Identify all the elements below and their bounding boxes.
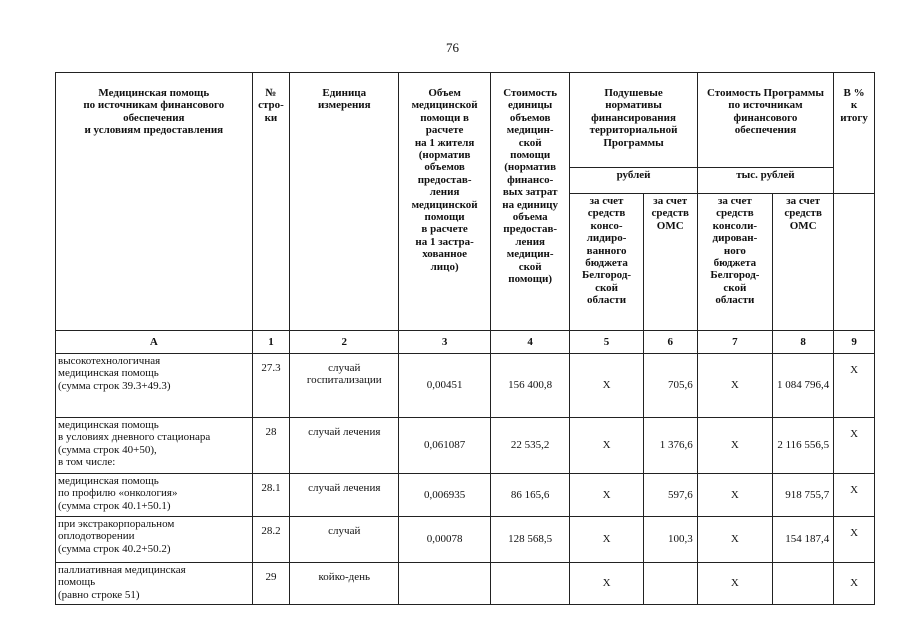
index-cell: 8 xyxy=(773,331,834,354)
row-col6 xyxy=(643,563,697,605)
row-name: высокотехнологичная медицинская помощь (сумма строк 39.3+49.3) xyxy=(56,354,253,418)
row-col8: 154 187,4 xyxy=(773,517,834,563)
row-col7: Х xyxy=(697,474,772,517)
header-budget-7: за счет средств консоли- дирован- ного бюджета Белгород- ской области xyxy=(697,194,772,331)
row-number: 28.2 xyxy=(252,517,290,563)
header-program-cost: Стоимость Программы по источникам финансового обеспечения xyxy=(697,73,833,168)
index-cell: 9 xyxy=(834,331,875,354)
row-volume: 0,00451 xyxy=(399,354,491,418)
row-name: при экстракорпоральном оплодотворении (сумма строк 40.2+50.2) xyxy=(56,517,253,563)
table-row xyxy=(56,517,875,563)
index-cell: 1 xyxy=(252,331,290,354)
header-unit-rub: рублей xyxy=(570,168,697,194)
row-cost: 86 165,6 xyxy=(490,474,569,517)
row-col5: Х xyxy=(570,563,643,605)
row-col8: 2 116 556,5 xyxy=(773,418,834,474)
row-col8 xyxy=(773,563,834,605)
row-volume: 0,006935 xyxy=(399,474,491,517)
header-percent: В % к итогу xyxy=(834,73,875,194)
row-col7: Х xyxy=(697,418,772,474)
row-number: 27.3 xyxy=(252,354,290,418)
row-col5: Х xyxy=(570,354,643,418)
header-percent-blank xyxy=(834,194,875,331)
row-col8: 918 755,7 xyxy=(773,474,834,517)
row-cost: 156 400,8 xyxy=(490,354,569,418)
table-row xyxy=(56,563,875,605)
financing-table xyxy=(55,72,875,605)
row-unit: случай лечения xyxy=(290,418,399,474)
row-col7: Х xyxy=(697,517,772,563)
row-unit: случай лечения xyxy=(290,474,399,517)
header-unit: Единица измерения xyxy=(290,73,399,331)
row-col9: Х xyxy=(834,474,875,517)
index-cell: А xyxy=(56,331,253,354)
row-col6: 1 376,6 xyxy=(643,418,697,474)
row-col9: Х xyxy=(834,418,875,474)
index-cell: 3 xyxy=(399,331,491,354)
row-name: медицинская помощь по профилю «онкология» (сумма строк 40.1+50.1) xyxy=(56,474,253,517)
row-col7: Х xyxy=(697,563,772,605)
table-row xyxy=(56,474,875,517)
index-cell: 2 xyxy=(290,331,399,354)
header-volume: Объем медицинской помощи в расчете на 1 жителя (норматив объемов предостав- ления медицинской помощи в расчете на 1 застра- хованное лицо) xyxy=(399,73,491,331)
header-row-number: № стро- ки xyxy=(252,73,290,331)
row-unit: койко-день xyxy=(290,563,399,605)
header-oms-6: за счет средств ОМС xyxy=(643,194,697,331)
row-col9: Х xyxy=(834,354,875,418)
header-per-capita: Подушевые нормативы финансирования территориальной Программы xyxy=(570,73,697,168)
row-name: медицинская помощь в условиях дневного стационара (сумма строк 40+50), в том числе: xyxy=(56,418,253,474)
row-col9: Х xyxy=(834,563,875,605)
header-unit-cost: Стоимость единицы объемов медицин- ской помощи (норматив финансо- вых затрат на единицу объема предостав- ления медицин- ской помощи) xyxy=(490,73,569,331)
index-cell: 6 xyxy=(643,331,697,354)
row-number: 29 xyxy=(252,563,290,605)
row-col5: Х xyxy=(570,517,643,563)
table-row xyxy=(56,354,875,418)
row-number: 28 xyxy=(252,418,290,474)
row-unit: случай госпитализации xyxy=(290,354,399,418)
row-col6: 705,6 xyxy=(643,354,697,418)
row-col7: Х xyxy=(697,354,772,418)
row-col6: 100,3 xyxy=(643,517,697,563)
row-volume xyxy=(399,563,491,605)
row-cost: 22 535,2 xyxy=(490,418,569,474)
row-volume: 0,061087 xyxy=(399,418,491,474)
header-unit-thousand: тыс. рублей xyxy=(697,168,833,194)
row-unit: случай xyxy=(290,517,399,563)
row-cost: 128 568,5 xyxy=(490,517,569,563)
row-col5: Х xyxy=(570,418,643,474)
row-col8: 1 084 796,4 xyxy=(773,354,834,418)
row-col9: Х xyxy=(834,517,875,563)
row-name: паллиативная медицинская помощь (равно строке 51) xyxy=(56,563,253,605)
table-row xyxy=(56,418,875,474)
index-cell: 5 xyxy=(570,331,643,354)
row-volume: 0,00078 xyxy=(399,517,491,563)
row-col5: Х xyxy=(570,474,643,517)
header-budget-5: за счет средств консо- лидиро- ванного бюджета Белгород- ской области xyxy=(570,194,643,331)
header-oms-8: за счет средств ОМС xyxy=(773,194,834,331)
index-cell: 7 xyxy=(697,331,772,354)
row-number: 28.1 xyxy=(252,474,290,517)
header-name: Медицинская помощь по источникам финансового обеспечения и условиям предоставления xyxy=(56,73,253,331)
index-cell: 4 xyxy=(490,331,569,354)
page-number: 76 xyxy=(446,40,459,55)
row-cost xyxy=(490,563,569,605)
row-col6: 597,6 xyxy=(643,474,697,517)
